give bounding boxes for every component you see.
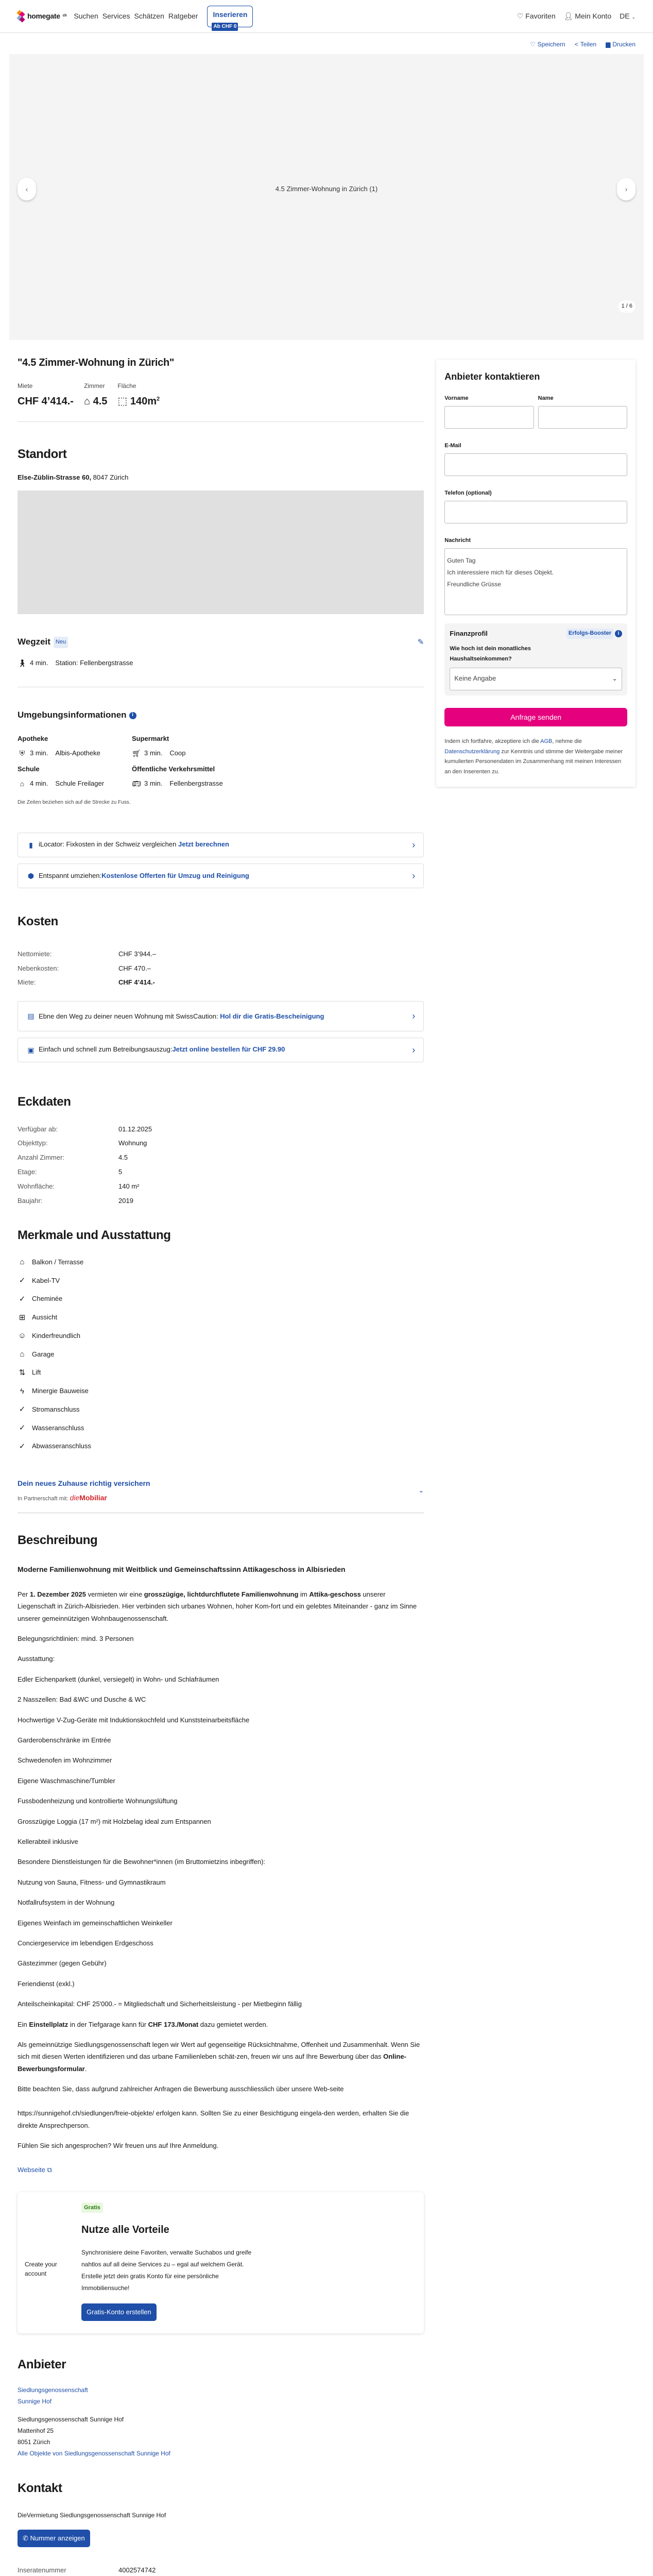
listing-title: "4.5 Zimmer-Wohnung in Zürich" [18,357,175,369]
listing-number-row: Inseratenummer 4002574742 [18,2566,156,2574]
chevron-left-icon: ‹ [25,185,28,194]
share-button[interactable]: < Teilen [575,40,596,49]
insert-button[interactable]: Inserieren Ab CHF 0 [207,6,253,27]
heart-icon: ♡ [529,41,536,48]
gallery-next-button[interactable] [617,178,635,200]
eckdaten-row [18,1125,424,1134]
printer-icon: ▆ [606,41,611,48]
promo-ilocator[interactable]: ▮ iLocator: Fixkosten in der Schweiz vergleichen Jetzt berechnen › [18,833,424,857]
kontakt-heading: Kontakt [18,2481,62,2496]
promo-swisscaution[interactable]: ▤ Ebne den Weg zu deiner neuen Wohnung mit SwissCaution: Hol dir die Gratis-Bescheinigung › [18,1001,424,1031]
feature-label: Abwasseranschluss [32,1442,91,1450]
eckdaten-value: 4.5 [118,1154,128,1162]
lift-icon: ⇅ [19,1368,26,1377]
eckdaten-row [18,1167,424,1177]
logo-mark-icon [18,11,25,22]
cost-row: Miete: CHF 4’414.- [18,978,155,987]
parking-paragraph: Ein Einstellplatz in der Tiefgarage kann für CHF 173./Monat dazu gemietet werden. [18,2020,268,2028]
eckdaten-key: Objekttyp: [18,1139,48,1147]
window-icon: ⊞ [19,1313,26,1322]
feature-item [18,1275,424,1286]
booster-badge: Erfolgs-Booster [566,629,613,639]
eckdaten-key: Baujahr: [18,1196,43,1205]
description-line: Conciergeservice im lebendigen Erdgeschoss [18,1939,153,1947]
feature-list [18,1257,424,1452]
anbieter-heading: Anbieter [18,2358,66,2372]
feature-label: Cheminée [32,1295,63,1303]
check-icon: ✓ [19,1276,26,1285]
wegzeit-heading: Wegzeit [18,637,50,647]
info-icon[interactable]: i [615,630,622,637]
description-line: Gästezimmer (gegen Gebühr) [18,1959,107,1968]
eckdaten-key: Wohnfläche: [18,1182,55,1190]
eckdaten-table [18,1125,424,1206]
area-value: 140m [130,395,157,407]
feature-label: Balkon / Terrasse [32,1258,84,1266]
cost-row: Nettomiete: CHF 3’944.– [18,950,156,958]
account-link[interactable]: 👤︎ Mein Konto [563,12,612,21]
message-textarea[interactable]: Guten Tag Ich interessiere mich für dieses Objekt. Freundliche Grüsse [444,548,627,615]
chevron-right-icon: › [625,185,628,194]
mobiliar-logo: dieMobiliar [70,1493,107,1502]
website-link[interactable]: Webseite ⧉ [18,2165,52,2174]
contact-form: Anbieter kontaktieren Vorname Name E-Mail Telefon (optional) Nachricht Guten Tag Ich interessiere mich für dieses Objekt. Freundliche Grüsse Finanzprofil Erfolgs-Booster i Wie hoch ist dein monatliches Haushaltseinkommen? Keine Angabe ⌄ Anfrage senden Indem ich fortfahre, akzeptiere ich die AGB, nehme die Datenschutzerklärung zur Kenntnis und stimme der Weitergabe meiner kumulierten Personendaten im Zusammenhang mit meinen Interessen an den Inserenten zu. [436,360,635,787]
insurance-accordion[interactable]: Dein neues Zuhause richtig versichern In Partnerschaft mit: dieMobiliar ⌄ [18,1478,424,1513]
description-line: Notfallrufsystem in der Wohnung [18,1899,115,1907]
box-icon: ⬢ [27,871,35,880]
kosten-heading: Kosten [18,914,58,928]
print-button[interactable]: ▆ Drucken [606,40,635,49]
nearby-item: Apotheke ⛨ 3 min. Albis-Apotheke [18,734,132,758]
check-icon: ✓ [19,1442,26,1451]
new-badge: Neu [54,637,68,648]
feature-label: Lift [32,1368,41,1377]
beschreibung-heading: Beschreibung [18,1533,98,1547]
description-line: Garderobenschränke im Entrée [18,1736,111,1744]
description-line: 2 Nasszellen: Bad &WC und Dusche & WC [18,1696,146,1704]
edit-pencil-icon[interactable]: ✎ [417,637,424,647]
cost-row: Nebenkosten: CHF 470.– [18,964,151,972]
walking-icon: 🚶︎ [18,659,27,668]
feature-item [18,1441,424,1452]
check-icon: ✓ [19,1405,26,1414]
create-account-button[interactable]: Gratis-Konto erstellen [81,2303,157,2321]
feature-label: Stromanschluss [32,1405,80,1413]
intro-paragraph: Per 1. Dezember 2025 vermieten wir eine grosszügige, lichtdurchflutete Familienwohnung im Attika-geschoss unserer Liegenschaft in Zürich-Albisrieden. Hier verbinden sich urbanes Wohnen, hoher Kom-fort und ein gelebtes Miteinander - ganz im Sinne unserer gemeinnützigen Wohnbaugenossenschaft. [18,1590,417,1622]
gallery-prev-button[interactable] [18,178,36,200]
send-inquiry-button[interactable]: Anfrage senden [444,708,627,726]
feature-item [18,1386,424,1397]
favorites-link[interactable]: ♡ Favoriten [517,12,556,21]
feature-item [18,1294,424,1305]
feature-label: Garage [32,1350,55,1358]
standort-heading: Standort [18,447,67,461]
values-paragraph: Als gemeinnützige Siedlungsgenossenschaft legen wir Wert auf gegenseitige Rücksichtnahme, Offenheit und Zusammenhalt. Wenn Sie sich mit diesen Werten identifizieren und das urbane Familienleben schät-zen, freuen wir uns auf Ihre Bewerbung über das Online-Bewerbungsformular. [18,2040,420,2073]
eckdaten-row [18,1139,424,1148]
eckdaten-heading: Eckdaten [18,1094,71,1109]
feature-label: Kinderfreundlich [32,1331,80,1340]
umgebung-heading: Umgebungsinformationen [18,710,127,720]
user-icon: 👤︎ [563,12,573,21]
description-line: Ausstattung: [18,1655,55,1663]
show-number-button[interactable]: ✆ Nummer anzeigen [18,2530,90,2548]
chevron-right-icon: › [412,1044,416,1055]
gallery-counter: 1 / 6 [618,300,635,313]
chevron-down-icon: ⌄ [612,674,617,683]
feature-item [18,1349,424,1360]
nearby-item: Supermarkt 🛒︎ 3 min. Coop [132,734,246,758]
address: Else-Züblin-Strasse 60, 8047 Zürich [18,473,129,481]
legal-text: Indem ich fortfahre, akzeptiere ich die AGB, nehme die Datenschutzerklärung zur Kenntnis und stimme der Weitergabe meiner kumulierten Personendaten im Zusammenhang mit meinen Interessen an den Inserenten zu. [444,738,623,775]
description-line: Kellerabteil inklusive [18,1837,78,1845]
feature-item [18,1367,424,1379]
income-select[interactable]: Keine Angabe ⌄ [450,668,622,690]
phone-input[interactable] [444,501,627,523]
description-text: Moderne Familienwohnung mit Weitblick und Gemeinschaftssinn Attikageschoss in Albisrieden Per 1. Dezember 2025 vermieten wir eine grosszügige, lichtdurchflutete Familienwohnung im Attika-geschoss unserer Liegenschaft in Zürich-Albisrieden. Hier verbinden sich urbanes Wohnen, hoher Kom-fort und ein gelebtes Miteinander - ganz im Sinne unserer gemeinnützigen Wohnbaugenossenschaft. Belegungsrichtlinien: mind. 3 Personen Ausstattung: Edler Eichenparkett (dunkel, versiegelt) in Wohn- und Schlafräumen 2 Nasszellen: Bad &WC und Dusche & WC Hochwertige V-Zug-Geräte mit Induktionskochfeld und Kunststeinarbeitsfläche Garderobenschränke im Entrée Schwedenofen im Wohnzimmer Eigene Waschmaschine/Tumbler Fussbodenheizung und kontrollierte Wohnungslüftung Grosszügige Loggia (17 m²) mit Holzbelag ideal zum Entspannen Kellerabteil inklusive Besondere Dienstleistungen für die Bewohner*innen (im Bruttomietzins inbegriffen): Nutzung von Sauna, Fitness- und Gymnastikraum Notfallrufsystem in der Wohnung Eigenes Weinfach im gemeinschaftlichen Weinkeller Conciergeservice im lebendigen Erdgeschoss Gästezimmer (gegen Gebühr) Feriendienst (exkl.) Anteilscheinkapital: CHF 25'000.- = Mitgliedschaft und Sicherheitsleistung - per Mietbeginn fällig Ein Einstellplatz in der Tiefgarage kann für CHF 173./Monat dazu gemietet werden. Als gemeinnützige Siedlungsgenossenschaft legen wir Wert auf gegenseitige Rücksichtnahme, Offenheit und Zusammenhalt. Wenn Sie sich mit diesen Werten identifizieren und das urbane Familienleben schät-zen, freuen wir uns auf Ihre Bewerbung über das Online-Bewerbungsformular. Bitte beachten Sie, dass aufgrund zahlreicher Anfragen die Bewerbung ausschliesslich über unsere Web-seite https://sunnigehof.ch/siedlungen/freie-objekte/ erfolgen kann. Sollten Sie zu einer Besichtigung eingela-den werden, erhalten Sie die direkte Ansprechperson. Fühlen Sie sich angesprochen? Wir freuen uns auf Ihre Anmeldung. [18,1563,424,2152]
feature-label: Minergie Bauweise [32,1387,89,1395]
chevron-right-icon: › [412,839,416,850]
image-gallery[interactable] [9,54,644,340]
phone-icon: ✆ [23,2534,28,2542]
balcony-icon: ⌂ [20,1258,25,1267]
description-line: Eigenes Weinfach im gemeinschaftlichen Weinkeller [18,1919,173,1927]
check-icon: ✓ [19,1294,26,1303]
first-name-input[interactable] [444,406,534,429]
info-icon[interactable]: i [129,712,136,719]
contact-sidebar [436,360,635,2576]
merkmale-heading: Merkmale und Ausstattung [18,1228,171,1242]
account-promo-card: Create your account Gratis Nutze alle Vorteile Synchronisiere deine Favoriten, verwalte Suchabos und greife nahtlos auf all deine Services zu – egal auf welchem Gerät. Erstelle jetzt dein gratis Konto für eine persönliche Immobiliensuche! Gratis-Konto erstellen [18,2192,424,2333]
feature-label: Wasseranschluss [32,1423,84,1432]
eckdaten-value: 2019 [118,1196,133,1205]
homegate-logo[interactable]: homegate ch [18,11,66,22]
description-line: Schwedenofen im Wohnzimmer [18,1756,112,1765]
chevron-right-icon: › [412,870,416,881]
description-line: Eigene Waschmaschine/Tumbler [18,1776,115,1785]
main-nav [74,11,198,21]
description-line: Belegungsrichtlinien: mind. 3 Personen [18,1635,134,1643]
chevron-down-icon: ⌄ [418,1486,424,1494]
description-line: Fussbodenheizung und kontrollierte Wohnungslüftung [18,1797,178,1805]
contact-form-title: Anbieter kontaktieren [444,371,540,382]
feature-item [18,1257,424,1268]
document-icon: ▤ [27,1011,35,1020]
feature-item [18,1422,424,1434]
save-button[interactable]: ♡ Speichern [530,40,565,49]
nav-services[interactable]: Services [102,12,130,21]
key-facts: Miete CHF 4’414.- Zimmer ⌂ 4.5 Fläche ⬚ $140m^2$ [18,382,424,421]
chevron-right-icon: › [412,1011,416,1022]
rooms-value: 4.5 [93,395,108,407]
eckdaten-value: Wohnung [118,1139,147,1147]
agb-link[interactable]: AGB [540,738,553,744]
description-line: Besondere Dienstleistungen für die Bewohner*innen (im Bruttomietzins inbegriffen): [18,1858,266,1866]
description-line: Anteilscheinkapital: CHF 25'000.- = Mitgliedschaft und Sicherheitsleistung - per Mietbeginn fällig [18,2000,302,2008]
area-icon: ⬚ [117,395,128,407]
nearby-item: Öffentliche Verkehrsmittel 🚌︎ 3 min. Fellenbergstrasse [132,765,246,789]
feature-item [18,1404,424,1415]
garage-icon: ⌂ [20,1350,25,1359]
share-icon: < [574,41,578,48]
listing-main: "4.5 Zimmer-Wohnung in Zürich" Miete CHF 4’414.- Zimmer ⌂ 4.5 Fläche ⬚ $140m^2$ Standort Else-Züblin-Strasse 60, 8047 Zürich Wegzeit Neu ✎ 🚶︎ 4 min. Station: Fellenbergstrasse Umgebungsinformationen i Apotheke ⛨ 3 min. Albis-Apotheke Supermarkt 🛒︎ 3 min. Coop Schule ⌂ 4 min. Schule Freilager Öffentliche Verkehrsmittel 🚌︎ 3 min. Fellenbergstrasse Die Zeiten beziehen sich auf die Strecke zu Fuss. ▮ iLocator: Fixkosten in der Schweiz vergleichen Jetzt berechnen › ⬢ Entspannt umziehen: Kostenlose Offerten für Umzug und Reinigung › Kosten Nettomiete: CHF 3’944.– Nebenkosten: CHF 470.– Miete: CHF 4’414.- ▤ Ebne den Weg zu deiner neuen Wohnung mit SwissCaution: Hol dir die Gratis-Bescheinigung › ▣ Einfach und schnell zum Betreibungsauszug: Jetzt online bestellen für CHF 29.90 › Eckdaten Verfügbar ab: 01.12.2025 Objekttyp: Wohnung Anzahl Zimmer: 4.5 Etage: 5 Wohnfläche: 140 m² Baujahr: 2019 Merkmale und Ausstattung ⌂ Balkon / Terrasse ✓ Kabel-TV ✓ Cheminée ⊞ Aussicht ☺ Kinderfreundlich ⌂ Garage ⇅ Lift ϟ Minergie Bauweise ✓ Stromanschluss ✓ Wasseranschluss ✓ Abwasseranschluss Dein neues Zuhause richtig versichern In Partnerschaft mit: dieMobiliar ⌄ Beschreibung Moderne Familienwohnung mit Weitblick und Gemeinschaftssinn Attikageschoss in Albisrieden Per 1. Dezember 2025 vermieten wir eine grosszügige, lichtdurchflutete Familienwohnung im Attika-geschoss unserer Liegenschaft in Zürich-Albisrieden. Hier verbinden sich urbanes Wohnen, hoher Kom-fort und ein gelebtes Miteinander - ganz im Sinne unserer gemeinnützigen Wohnbaugenossenschaft. Belegungsrichtlinien: mind. 3 Personen Ausstattung: Edler Eichenparkett (dunkel, versiegelt) in Wohn- und Schlafräumen 2 Nasszellen: Bad &WC und Dusche & WC Hochwertige V-Zug-Geräte mit Induktionskochfeld und Kunststeinarbeitsfläche Garderobenschränke im Entrée Schwedenofen im Wohnzimmer Eigene Waschmaschine/Tumbler Fussbodenheizung und kontrollierte Wohnungslüftung Grosszügige Loggia (17 m²) mit Holzbelag ideal zum Entspannen Kellerabteil inklusive Besondere Dienstleistungen für die Bewohner*innen (im Bruttomietzins inbegriffen): Nutzung von Sauna, Fitness- und Gymnastikraum Notfallrufsystem in der Wohnung Eigenes Weinfach im gemeinschaftlichen Weinkeller Conciergeservice im lebendigen Erdgeschoss Gästezimmer (gegen Gebühr) Feriendienst (exkl.) Anteilscheinkapital: CHF 25'000.- = Mitgliedschaft und Sicherheitsleistung - per Mietbeginn fällig Ein Einstellplatz in der Tiefgarage kann für CHF 173./Monat dazu gemietet werden. Als gemeinnützige Siedlungsgenossenschaft legen wir Wert auf gegenseitige Rücksichtnahme, Offenheit und Zusammenhalt. Wenn Sie sich mit diesen Werten identifizieren und das urbane Familienleben schät-zen, freuen wir uns auf Ihre Bewerbung über das Online-Bewerbungsformular. Bitte beachten Sie, dass aufgrund zahlreicher Anfragen die Bewerbung ausschliesslich über unsere Web-seite https://sunnigehof.ch/siedlungen/freie-objekte/ erfolgen kann. Sollten Sie zu einer Besichtigung eingela-den werden, erhalten Sie die direkte Ansprechperson. Fühlen Sie sich angesprochen? Wir freuen uns auf Ihre Anmeldung. Webseite ⧉ Create your account Gratis Nutze alle Vorteile Synchronisiere deine Favoriten, verwalte Suchabos und greife nahtlos auf all deine Services zu – egal auf welchem Gerät. Erstelle jetzt dein gratis Konto für eine persönliche Immobiliensuche! Gratis-Konto erstellen Anbieter Siedlungsgenossenschaft Sunnige Hof Siedlungsgenossenschaft Sunnige Hof Mattenhof 25 8051 Zürich Alle Objekte von Siedlungsgenossenschaft Sunnige Hof Kontakt DieVermietung Siedlungsgenossenschaft Sunnige Hof ✆ Nummer anzeigen Inseratenummer 4002574742 [18,340,424,2576]
eckdaten-row [18,1196,424,1206]
gallery-image-caption: 4.5 Zimmer-Wohnung in Zürich (1) [275,185,378,193]
external-link-icon: ⧉ [47,2165,52,2174]
eckdaten-value: 140 m² [118,1182,140,1190]
provider-logo-link[interactable]: Siedlungsgenossenschaft Sunnige Hof [18,2386,88,2405]
nearby-list [18,734,424,789]
eckdaten-key: Anzahl Zimmer: [18,1154,65,1162]
walking-note: Die Zeiten beziehen sich auf die Strecke zu Fuss. [18,800,131,806]
nearby-item: Schule ⌂ 4 min. Schule Freilager [18,765,132,789]
feature-label: Aussicht [32,1313,58,1321]
description-line: Edler Eichenparkett (dunkel, versiegelt) in Wohn- und Schlafräumen [18,1675,219,1683]
eckdaten-row [18,1153,424,1163]
eckdaten-key: Verfügbar ab: [18,1125,58,1133]
promo-betreibung[interactable]: ▣ Einfach und schnell zum Betreibungsauszug: Jetzt online bestellen für CHF 29.90 › [18,1038,424,1062]
eckdaten-value: 01.12.2025 [118,1125,152,1133]
map-icon: ▮ [29,840,33,849]
heart-icon: ♡ [517,12,524,21]
promo-umzug[interactable]: ⬢ Entspannt umziehen: Kostenlose Offerten für Umzug und Reinigung › [18,863,424,888]
last-name-input[interactable] [538,406,627,429]
house-icon: ⌂ [83,395,91,407]
check-icon: ✓ [19,1423,26,1433]
pharmacy-icon: ⛨ [19,749,25,757]
school-icon: ⌂ [20,779,25,788]
privacy-link[interactable]: Datenschutzerklärung [444,748,500,755]
insert-price-badge: Ab CHF 0 [212,23,238,31]
email-input[interactable] [444,453,627,476]
all-listings-link[interactable]: Alle Objekte von Siedlungsgenossenschaft Sunnige Hof [18,2450,170,2458]
child-icon: ☺ [18,1331,26,1341]
provider-info: Siedlungsgenossenschaft Sunnige Hof Siedlungsgenossenschaft Sunnige Hof Mattenhof 25 8051 Zürich Alle Objekte von Siedlungsgenossenschaft Sunnige Hof [18,2384,424,2459]
top-header [0,0,653,33]
listing-actions [0,33,653,54]
energy-icon: ϟ [20,1386,24,1396]
description-line: Feriendienst (exkl.) [18,1979,75,1988]
location-map[interactable] [18,490,424,614]
feature-item [18,1312,424,1324]
description-line: Nutzung von Sauna, Fitness- und Gymnastikraum [18,1878,166,1886]
chevron-down-icon: ⌄ [631,14,635,20]
cart-icon: 🛒︎ [132,749,141,757]
feature-item [18,1330,424,1342]
rent-value: CHF 4’414.- [18,395,74,407]
finance-profile: Finanzprofil Erfolgs-Booster i Wie hoch ist dein monatliches Haushaltseinkommen? Keine Angabe ⌄ [444,623,627,696]
gratis-badge: Gratis [81,2202,103,2213]
eckdaten-value: 5 [118,1168,123,1176]
nav-schaetzen[interactable]: Schätzen [134,12,164,21]
bus-icon: 🚌︎ [132,779,141,788]
eckdaten-row [18,1182,424,1192]
feature-label: Kabel-TV [32,1276,60,1284]
nav-ratgeber[interactable]: Ratgeber [168,12,198,21]
nav-suchen[interactable]: Suchen [74,12,98,21]
description-line: Grosszügige Loggia (17 m²) mit Holzbelag ideal zum Entspannen [18,1817,211,1825]
certificate-icon: ▣ [27,1045,35,1054]
description-line: Hochwertige V-Zug-Geräte mit Induktionskochfeld und Kunststeinarbeitsfläche [18,1716,250,1724]
eckdaten-key: Etage: [18,1168,37,1176]
language-select[interactable]: DE ⌄ [620,12,635,21]
